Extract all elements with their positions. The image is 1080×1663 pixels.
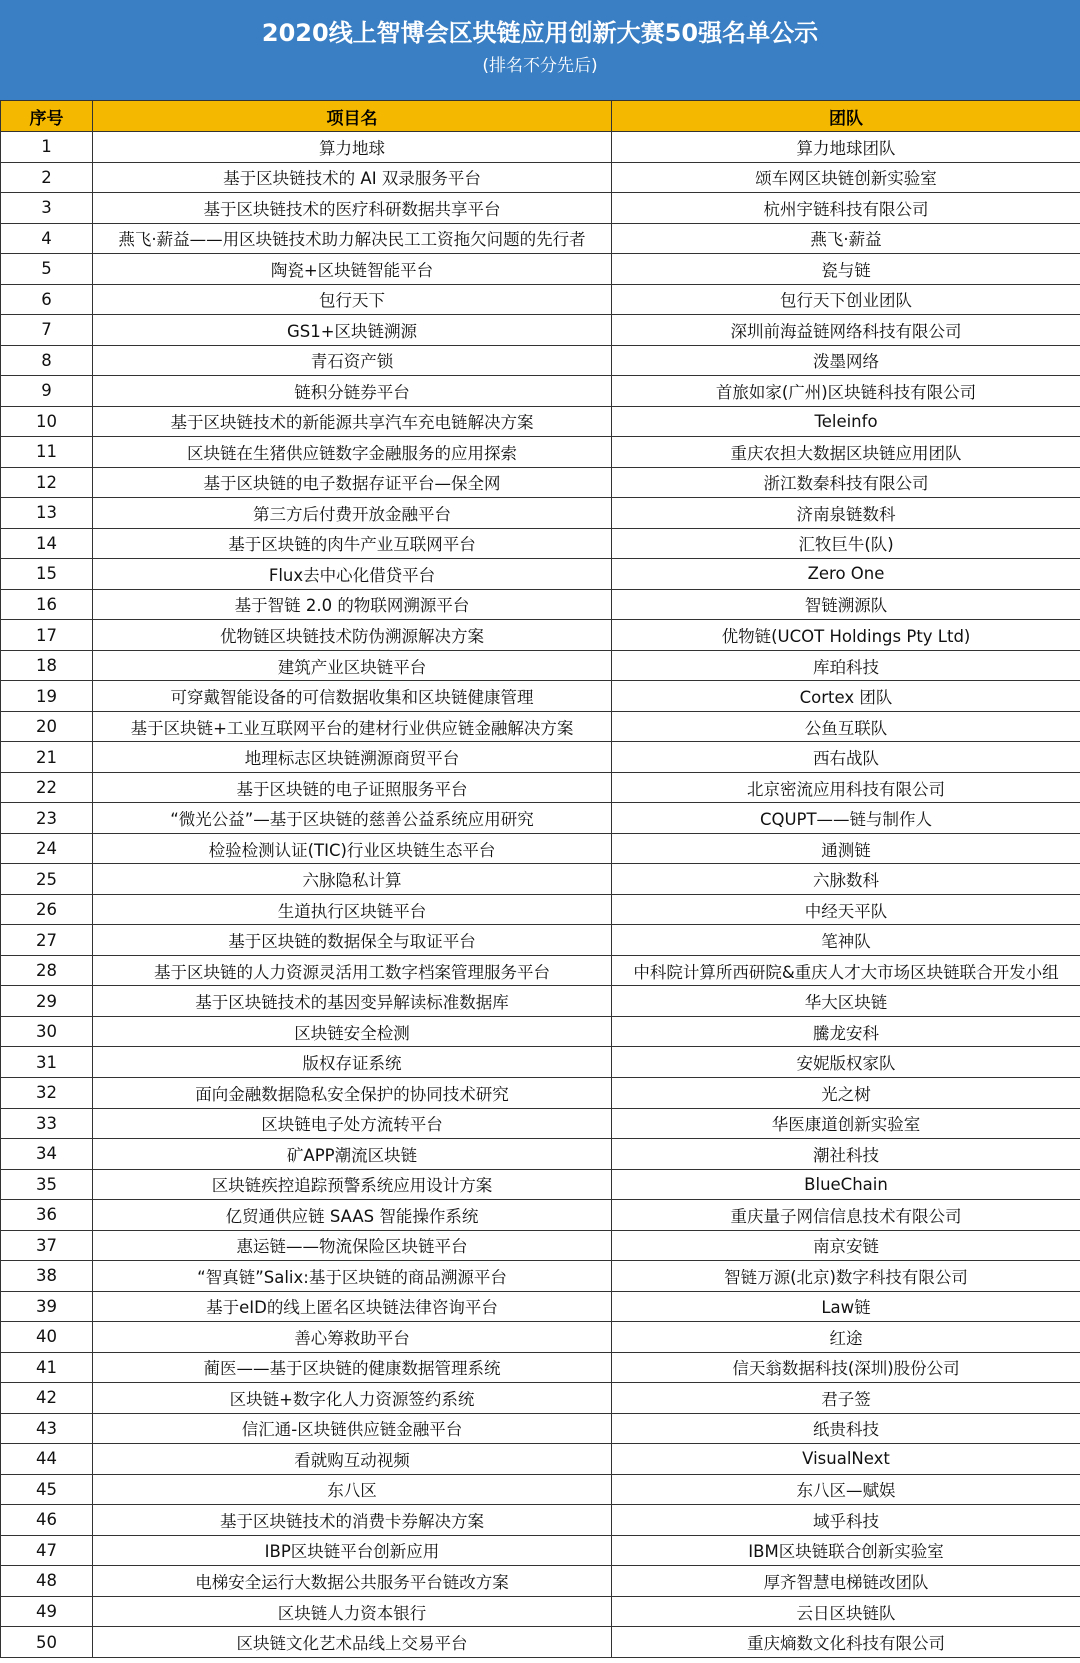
table-row bbox=[1, 132, 1080, 163]
page-subtitle: (排名不分先后) bbox=[482, 56, 598, 76]
cell-no: 44 bbox=[1, 1444, 93, 1475]
table-row bbox=[1, 528, 1080, 559]
cell-no: 28 bbox=[1, 955, 93, 986]
cell-no: 16 bbox=[1, 589, 93, 620]
cell-no: 26 bbox=[1, 894, 93, 925]
cell-team: VisualNext bbox=[612, 1444, 1080, 1475]
table-row bbox=[1, 437, 1080, 468]
cell-project: 基于区块链的数据保全与取证平台 bbox=[93, 925, 612, 956]
cell-project: 基于区块链+工业互联网平台的建材行业供应链金融解决方案 bbox=[93, 711, 612, 742]
cell-team: 颂车网区块链创新实验室 bbox=[612, 162, 1080, 193]
cell-no: 17 bbox=[1, 620, 93, 651]
cell-project: 检验检测认证(TIC)行业区块链生态平台 bbox=[93, 833, 612, 864]
cell-team: 中科院计算所西研院&重庆人才大市场区块链联合开发小组 bbox=[612, 955, 1080, 986]
cell-project: “智真链”Salix:基于区块链的商品溯源平台 bbox=[93, 1261, 612, 1292]
table-row bbox=[1, 193, 1080, 224]
cell-project: 基于区块链技术的消费卡券解决方案 bbox=[93, 1505, 612, 1536]
cell-team: 重庆量子网信信息技术有限公司 bbox=[612, 1200, 1080, 1231]
cell-no: 33 bbox=[1, 1108, 93, 1139]
table-row bbox=[1, 1230, 1080, 1261]
cell-team: 騰龙安科 bbox=[612, 1016, 1080, 1047]
cell-team: 笔神队 bbox=[612, 925, 1080, 956]
cell-project: 版权存证系统 bbox=[93, 1047, 612, 1078]
table-row bbox=[1, 1200, 1080, 1231]
cell-team: 君子签 bbox=[612, 1383, 1080, 1414]
table-row bbox=[1, 406, 1080, 437]
cell-project: 区块链安全检测 bbox=[93, 1016, 612, 1047]
cell-project: 建筑产业区块链平台 bbox=[93, 650, 612, 681]
table-row bbox=[1, 559, 1080, 590]
cell-project: 基于eID的线上匿名区块链法律咨询平台 bbox=[93, 1291, 612, 1322]
table-row bbox=[1, 772, 1080, 803]
cell-project: 包行天下 bbox=[93, 284, 612, 315]
cell-no: 40 bbox=[1, 1322, 93, 1353]
cell-no: 48 bbox=[1, 1566, 93, 1597]
cell-project: 基于区块链的肉牛产业互联网平台 bbox=[93, 528, 612, 559]
cell-team: CQUPT——链与制作人 bbox=[612, 803, 1080, 834]
cell-project: 面向金融数据隐私安全保护的协同技术研究 bbox=[93, 1077, 612, 1108]
cell-project: 区块链电子处方流转平台 bbox=[93, 1108, 612, 1139]
cell-project: 区块链疾控追踪预警系统应用设计方案 bbox=[93, 1169, 612, 1200]
table-row bbox=[1, 1352, 1080, 1383]
cell-project: 基于区块链的电子证照服务平台 bbox=[93, 772, 612, 803]
cell-team: 信天翁数据科技(深圳)股份公司 bbox=[612, 1352, 1080, 1383]
cell-no: 4 bbox=[1, 223, 93, 254]
cell-no: 50 bbox=[1, 1627, 93, 1658]
table-row bbox=[1, 1016, 1080, 1047]
cell-team: 杭州宇链科技有限公司 bbox=[612, 193, 1080, 224]
cell-team: 泼墨网络 bbox=[612, 345, 1080, 376]
cell-team: 潮社科技 bbox=[612, 1139, 1080, 1170]
table-row bbox=[1, 1413, 1080, 1444]
table-row bbox=[1, 315, 1080, 346]
cell-project: 陶瓷+区块链智能平台 bbox=[93, 254, 612, 285]
table-row bbox=[1, 498, 1080, 529]
table-row bbox=[1, 1291, 1080, 1322]
cell-project: 看就购互动视频 bbox=[93, 1444, 612, 1475]
cell-no: 29 bbox=[1, 986, 93, 1017]
cell-no: 31 bbox=[1, 1047, 93, 1078]
cell-project: 矿APP潮流区块链 bbox=[93, 1139, 612, 1170]
cell-team: 六脉数科 bbox=[612, 864, 1080, 895]
title-banner bbox=[0, 0, 1080, 101]
cell-no: 19 bbox=[1, 681, 93, 712]
cell-no: 8 bbox=[1, 345, 93, 376]
cell-team: 智链万源(北京)数字科技有限公司 bbox=[612, 1261, 1080, 1292]
table-row bbox=[1, 1261, 1080, 1292]
cell-project: 信汇通-区块链供应链金融平台 bbox=[93, 1413, 612, 1444]
cell-project: 第三方后付费开放金融平台 bbox=[93, 498, 612, 529]
column-header-team: 团队 bbox=[612, 101, 1080, 132]
page-title: 2020线上智博会区块链应用创新大赛50强名单公示 bbox=[261, 19, 819, 47]
cell-project: 燕飞·薪益——用区块链技术助力解决民工工资拖欠问题的先行者 bbox=[93, 223, 612, 254]
cell-no: 32 bbox=[1, 1077, 93, 1108]
table-row bbox=[1, 620, 1080, 651]
cell-project: 亿贸通供应链 SAAS 智能操作系统 bbox=[93, 1200, 612, 1231]
cell-no: 43 bbox=[1, 1413, 93, 1444]
cell-project: 生道执行区块链平台 bbox=[93, 894, 612, 925]
cell-project: 东八区 bbox=[93, 1474, 612, 1505]
cell-team: 深圳前海益链网络科技有限公司 bbox=[612, 315, 1080, 346]
cell-no: 49 bbox=[1, 1596, 93, 1627]
cell-project: 基于区块链的人力资源灵活用工数字档案管理服务平台 bbox=[93, 955, 612, 986]
cell-project: 优物链区块链技术防伪溯源解决方案 bbox=[93, 620, 612, 651]
cell-team: 华医康道创新实验室 bbox=[612, 1108, 1080, 1139]
cell-no: 10 bbox=[1, 406, 93, 437]
table-row bbox=[1, 284, 1080, 315]
cell-team: 华大区块链 bbox=[612, 986, 1080, 1017]
cell-no: 41 bbox=[1, 1352, 93, 1383]
cell-no: 42 bbox=[1, 1383, 93, 1414]
cell-no: 1 bbox=[1, 132, 93, 163]
cell-project: IBP区块链平台创新应用 bbox=[93, 1535, 612, 1566]
cell-no: 35 bbox=[1, 1169, 93, 1200]
table-row bbox=[1, 711, 1080, 742]
cell-team: 浙江数秦科技有限公司 bbox=[612, 467, 1080, 498]
cell-team: 光之树 bbox=[612, 1077, 1080, 1108]
cell-team: 东八区—赋娱 bbox=[612, 1474, 1080, 1505]
cell-no: 5 bbox=[1, 254, 93, 285]
cell-no: 7 bbox=[1, 315, 93, 346]
table-row bbox=[1, 254, 1080, 285]
cell-no: 24 bbox=[1, 833, 93, 864]
cell-team: 西右战队 bbox=[612, 742, 1080, 773]
cell-no: 46 bbox=[1, 1505, 93, 1536]
cell-no: 14 bbox=[1, 528, 93, 559]
table-row bbox=[1, 742, 1080, 773]
column-header-project: 项目名 bbox=[93, 101, 612, 132]
cell-no: 34 bbox=[1, 1139, 93, 1170]
cell-project: 地理标志区块链溯源商贸平台 bbox=[93, 742, 612, 773]
cell-project: 基于区块链技术的基因变异解读标准数据库 bbox=[93, 986, 612, 1017]
table-row bbox=[1, 833, 1080, 864]
cell-team: Law链 bbox=[612, 1291, 1080, 1322]
cell-project: 基于区块链技术的 AI 双录服务平台 bbox=[93, 162, 612, 193]
table-row bbox=[1, 376, 1080, 407]
cell-project: 基于区块链的电子数据存证平台—保全网 bbox=[93, 467, 612, 498]
table-row bbox=[1, 1627, 1080, 1658]
cell-team: 纸贵科技 bbox=[612, 1413, 1080, 1444]
cell-no: 38 bbox=[1, 1261, 93, 1292]
table-row bbox=[1, 925, 1080, 956]
column-header-no: 序号 bbox=[1, 101, 93, 132]
cell-team: 济南泉链数科 bbox=[612, 498, 1080, 529]
cell-no: 9 bbox=[1, 376, 93, 407]
cell-team: 域乎科技 bbox=[612, 1505, 1080, 1536]
cell-team: 通测链 bbox=[612, 833, 1080, 864]
table-header bbox=[1, 101, 1080, 132]
cell-no: 20 bbox=[1, 711, 93, 742]
table-row bbox=[1, 1108, 1080, 1139]
cell-no: 2 bbox=[1, 162, 93, 193]
cell-project: 区块链在生猪供应链数字金融服务的应用探索 bbox=[93, 437, 612, 468]
cell-no: 23 bbox=[1, 803, 93, 834]
cell-project: Flux去中心化借贷平台 bbox=[93, 559, 612, 590]
table-row bbox=[1, 162, 1080, 193]
cell-project: “微光公益”—基于区块链的慈善公益系统应用研究 bbox=[93, 803, 612, 834]
cell-project: 青石资产锁 bbox=[93, 345, 612, 376]
table-row bbox=[1, 1077, 1080, 1108]
cell-team: 瓷与链 bbox=[612, 254, 1080, 285]
cell-project: 电梯安全运行大数据公共服务平台链改方案 bbox=[93, 1566, 612, 1597]
cell-team: 重庆熵数文化科技有限公司 bbox=[612, 1627, 1080, 1658]
table-row bbox=[1, 803, 1080, 834]
cell-team: BlueChain bbox=[612, 1169, 1080, 1200]
cell-no: 36 bbox=[1, 1200, 93, 1231]
cell-team: 云日区块链队 bbox=[612, 1596, 1080, 1627]
table-row bbox=[1, 955, 1080, 986]
cell-no: 37 bbox=[1, 1230, 93, 1261]
table-row bbox=[1, 681, 1080, 712]
cell-team: 中经天平队 bbox=[612, 894, 1080, 925]
table-row bbox=[1, 1474, 1080, 1505]
table-row bbox=[1, 1566, 1080, 1597]
cell-no: 12 bbox=[1, 467, 93, 498]
cell-no: 25 bbox=[1, 864, 93, 895]
table-row bbox=[1, 1169, 1080, 1200]
cell-team: 首旅如家(广州)区块链科技有限公司 bbox=[612, 376, 1080, 407]
cell-no: 22 bbox=[1, 772, 93, 803]
cell-project: 基于智链 2.0 的物联网溯源平台 bbox=[93, 589, 612, 620]
cell-project: 六脉隐私计算 bbox=[93, 864, 612, 895]
cell-team: 库珀科技 bbox=[612, 650, 1080, 681]
cell-team: 厚齐智慧电梯链改团队 bbox=[612, 1566, 1080, 1597]
cell-team: Zero One bbox=[612, 559, 1080, 590]
header-row bbox=[1, 101, 1080, 132]
cell-project: 链积分链券平台 bbox=[93, 376, 612, 407]
cell-no: 11 bbox=[1, 437, 93, 468]
cell-no: 30 bbox=[1, 1016, 93, 1047]
table-row bbox=[1, 864, 1080, 895]
cell-no: 21 bbox=[1, 742, 93, 773]
cell-project: 区块链文化艺术品线上交易平台 bbox=[93, 1627, 612, 1658]
cell-no: 15 bbox=[1, 559, 93, 590]
cell-project: 区块链人力资本银行 bbox=[93, 1596, 612, 1627]
table-row bbox=[1, 1322, 1080, 1353]
table-row bbox=[1, 1596, 1080, 1627]
cell-no: 6 bbox=[1, 284, 93, 315]
cell-project: 可穿戴智能设备的可信数据收集和区块链健康管理 bbox=[93, 681, 612, 712]
cell-project: 蔺医——基于区块链的健康数据管理系统 bbox=[93, 1352, 612, 1383]
cell-project: 善心筹救助平台 bbox=[93, 1322, 612, 1353]
cell-team: 北京密流应用科技有限公司 bbox=[612, 772, 1080, 803]
cell-team: 汇牧巨牛(队) bbox=[612, 528, 1080, 559]
cell-no: 47 bbox=[1, 1535, 93, 1566]
cell-team: IBM区块链联合创新实验室 bbox=[612, 1535, 1080, 1566]
cell-no: 13 bbox=[1, 498, 93, 529]
table-row bbox=[1, 1383, 1080, 1414]
table-row bbox=[1, 345, 1080, 376]
cell-team: 重庆农担大数据区块链应用团队 bbox=[612, 437, 1080, 468]
cell-team: 南京安链 bbox=[612, 1230, 1080, 1261]
cell-team: 公鱼互联队 bbox=[612, 711, 1080, 742]
table-row bbox=[1, 589, 1080, 620]
cell-project: 区块链+数字化人力资源签约系统 bbox=[93, 1383, 612, 1414]
finalist-table bbox=[0, 100, 1080, 1658]
table-row bbox=[1, 223, 1080, 254]
cell-project: 基于区块链技术的新能源共享汽车充电链解决方案 bbox=[93, 406, 612, 437]
table-row bbox=[1, 986, 1080, 1017]
cell-project: 基于区块链技术的医疗科研数据共享平台 bbox=[93, 193, 612, 224]
cell-project: 惠运链——物流保险区块链平台 bbox=[93, 1230, 612, 1261]
table-row bbox=[1, 1047, 1080, 1078]
cell-no: 18 bbox=[1, 650, 93, 681]
table-row bbox=[1, 1444, 1080, 1475]
cell-team: 安妮版权家队 bbox=[612, 1047, 1080, 1078]
cell-no: 27 bbox=[1, 925, 93, 956]
table-row bbox=[1, 467, 1080, 498]
cell-no: 45 bbox=[1, 1474, 93, 1505]
cell-team: 燕飞·薪益 bbox=[612, 223, 1080, 254]
cell-team: Teleinfo bbox=[612, 406, 1080, 437]
cell-no: 3 bbox=[1, 193, 93, 224]
cell-team: 优物链(UCOT Holdings Pty Ltd) bbox=[612, 620, 1080, 651]
cell-project: 算力地球 bbox=[93, 132, 612, 163]
cell-no: 39 bbox=[1, 1291, 93, 1322]
cell-team: 智链溯源队 bbox=[612, 589, 1080, 620]
table-row bbox=[1, 650, 1080, 681]
table-body bbox=[1, 132, 1080, 1658]
table-row bbox=[1, 1139, 1080, 1170]
cell-team: 包行天下创业团队 bbox=[612, 284, 1080, 315]
table-row bbox=[1, 894, 1080, 925]
cell-team: 算力地球团队 bbox=[612, 132, 1080, 163]
cell-team: 红途 bbox=[612, 1322, 1080, 1353]
cell-project: GS1+区块链溯源 bbox=[93, 315, 612, 346]
cell-team: Cortex 团队 bbox=[612, 681, 1080, 712]
table-row bbox=[1, 1505, 1080, 1536]
table-row bbox=[1, 1535, 1080, 1566]
